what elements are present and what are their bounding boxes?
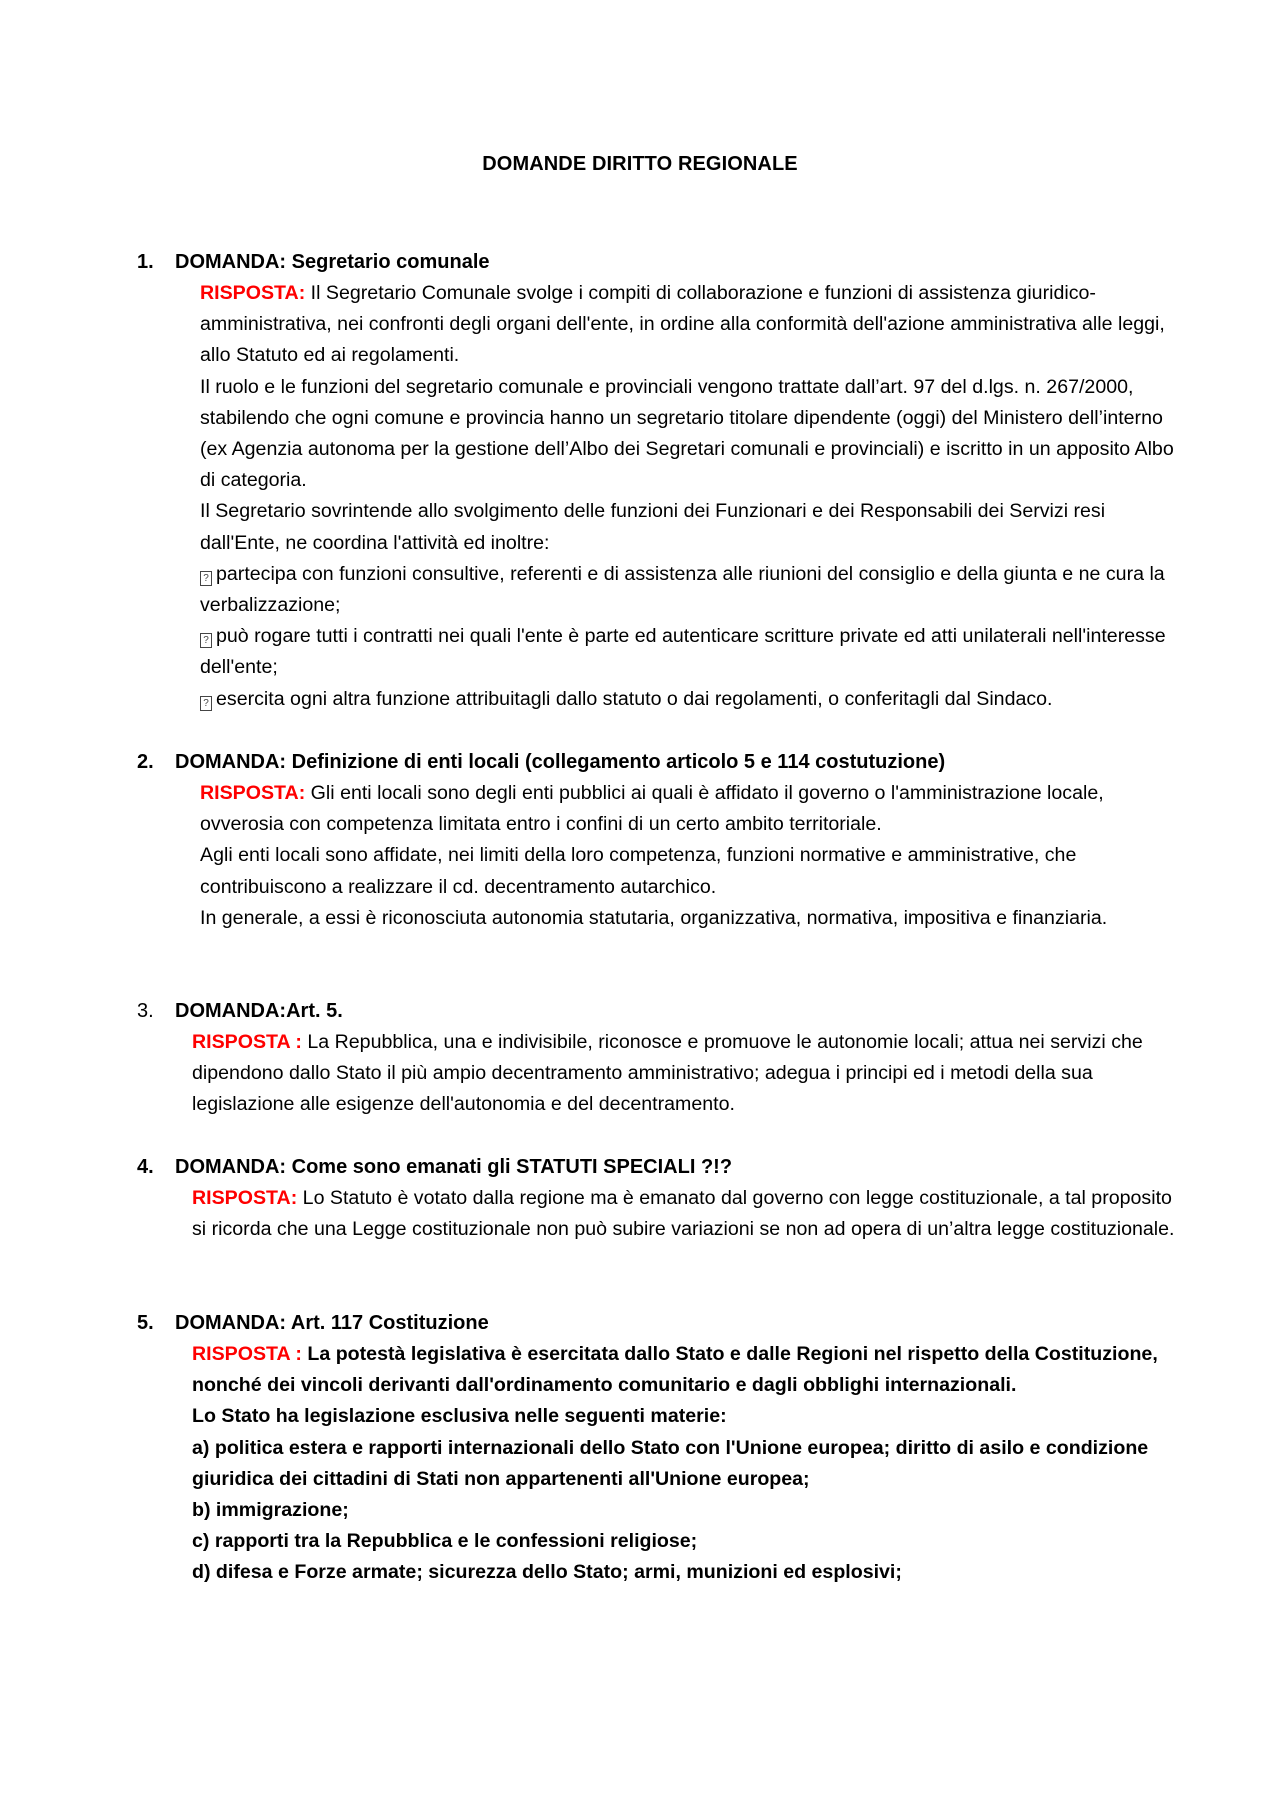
bullet-item: ? partecipa con funzioni consultive, referenti e di assistenza alle riunioni del consiglio e della giunta e ne cura la verbalizzazione;	[200, 562, 1165, 617]
answer-first-paragraph: RISPOSTA : La Repubblica, una e indivisibile, riconosce e promuove le autonomie locali; attua nei servizi che dipendono dallo Stato il più ampio decentramento amministrativo; adegua i principi ed i metodi della sua legislazione alle esigenze dell'autonomia e del decentramento.	[192, 1031, 1143, 1116]
question-heading	[137, 247, 1177, 278]
question-text: DOMANDA: Definizione di enti locali (collegamento articolo 5 e 114 costutuzione)	[175, 751, 946, 773]
question-number: 5.	[137, 1312, 154, 1334]
answer-first-paragraph: RISPOSTA : La potestà legislativa è esercitata dallo Stato e dalle Regioni nel rispetto della Costituzione, nonché dei vincoli derivanti dall'ordinamento comunitario e dagli obblighi internazionali.	[192, 1343, 1158, 1397]
answer-first-paragraph: RISPOSTA: Il Segretario Comunale svolge i compiti di collaborazione e funzioni di assistenza giuridico-amministrativa, nei confronti degli organi dell'ente, in ordine alla conformità dell'azione amministrativa alle leggi, allo Statuto ed ai regolamenti.	[200, 282, 1165, 367]
question-number: 3.	[137, 1000, 154, 1022]
answer-paragraph: Lo Stato ha legislazione esclusiva nelle seguenti materie:	[192, 1405, 727, 1428]
question-text: DOMANDA: Come sono emanati gli STATUTI SPECIALI ?!?	[175, 1156, 733, 1178]
answer-label: RISPOSTA:	[200, 282, 306, 304]
answer-label: RISPOSTA:	[192, 1187, 298, 1209]
answer-paragraph: b) immigrazione;	[192, 1499, 349, 1522]
question-4	[137, 1152, 1177, 1245]
answer-label: RISPOSTA :	[192, 1343, 302, 1365]
answer-paragraph: Il ruolo e le funzioni del segretario comunale e provinciali vengono trattate dall’art. 97 del d.lgs. n. 267/2000, stabilendo che ogni comune e provincia hanno un segretario titolare dipendente (oggi) del Ministero dell’interno (ex Agenzia autonoma per la gestione dell’Albo dei Segretari comunali e provinciali) e iscritto in un apposito Albo di categoria.	[200, 375, 1174, 492]
question-text: DOMANDA: Art. 117 Costituzione	[175, 1312, 489, 1334]
missing-glyph-bullet-icon: ?	[200, 696, 212, 711]
answer-block	[200, 278, 1177, 715]
question-1	[137, 247, 1177, 715]
question-text: DOMANDA:Art. 5.	[175, 1000, 343, 1022]
question-heading	[137, 1152, 1177, 1183]
answer-label: RISPOSTA:	[200, 782, 306, 804]
answer-block	[192, 1027, 1177, 1121]
answer-paragraph: In generale, a essi è riconosciuta autonomia statutaria, organizzativa, normativa, impositiva e finanziaria.	[200, 906, 1108, 929]
question-text: DOMANDA: Segretario comunale	[175, 251, 490, 273]
answer-first-paragraph: RISPOSTA: Lo Statuto è votato dalla regione ma è emanato dal governo con legge costituzionale, a tal proposito si ricorda che una Legge costituzionale non può subire variazioni se non ad opera di un’altra legge costituzionale.	[192, 1187, 1175, 1241]
question-5	[137, 1308, 1177, 1589]
answer-block	[192, 1183, 1177, 1245]
question-heading	[137, 747, 1177, 778]
answer-paragraph: Il Segretario sovrintende allo svolgimento delle funzioni dei Funzionari e dei Responsabili dei Servizi resi dall'Ente, ne coordina l'attività ed inoltre:	[200, 500, 1106, 554]
bullet-item: ? esercita ogni altra funzione attribuitagli dallo statuto o dai regolamenti, o conferitagli dal Sindaco.	[200, 684, 1177, 715]
question-heading	[137, 996, 1177, 1027]
answer-block	[200, 778, 1177, 934]
answer-paragraph: c) rapporti tra la Repubblica e le confessioni religiose;	[192, 1530, 698, 1553]
question-number: 1.	[137, 251, 154, 273]
document-title: DOMANDE DIRITTO REGIONALE	[482, 153, 798, 175]
answer-block	[192, 1339, 1177, 1589]
question-number: 4.	[137, 1156, 154, 1178]
answer-first-paragraph: RISPOSTA: Gli enti locali sono degli enti pubblici ai quali è affidato il governo o l'amministrazione locale, ovverosia con competenza limitata entro i confini di un certo ambito territoriale.	[200, 782, 1104, 836]
answer-label: RISPOSTA :	[192, 1031, 302, 1053]
question-heading	[137, 1308, 1177, 1339]
question-3	[137, 996, 1177, 1121]
missing-glyph-bullet-icon: ?	[200, 571, 212, 586]
question-2	[137, 747, 1177, 934]
missing-glyph-bullet-icon: ?	[200, 633, 212, 648]
question-number: 2.	[137, 751, 154, 773]
bullet-item: ? può rogare tutti i contratti nei quali l'ente è parte ed autenticare scritture private ed atti unilaterali nell'interesse dell'ente;	[200, 625, 1166, 679]
answer-paragraph: d) difesa e Forze armate; sicurezza dello Stato; armi, munizioni ed esplosivi;	[192, 1561, 902, 1584]
answer-paragraph: Agli enti locali sono affidate, nei limiti della loro competenza, funzioni normative e amministrative, che contribuiscono a realizzare il cd. decentramento autarchico.	[200, 844, 1077, 898]
answer-paragraph: a) politica estera e rapporti internazionali dello Stato con l'Unione europea; diritto di asilo e condizione giuridica dei cittadini di Stati non appartenenti all'Unione europea;	[192, 1436, 1149, 1490]
